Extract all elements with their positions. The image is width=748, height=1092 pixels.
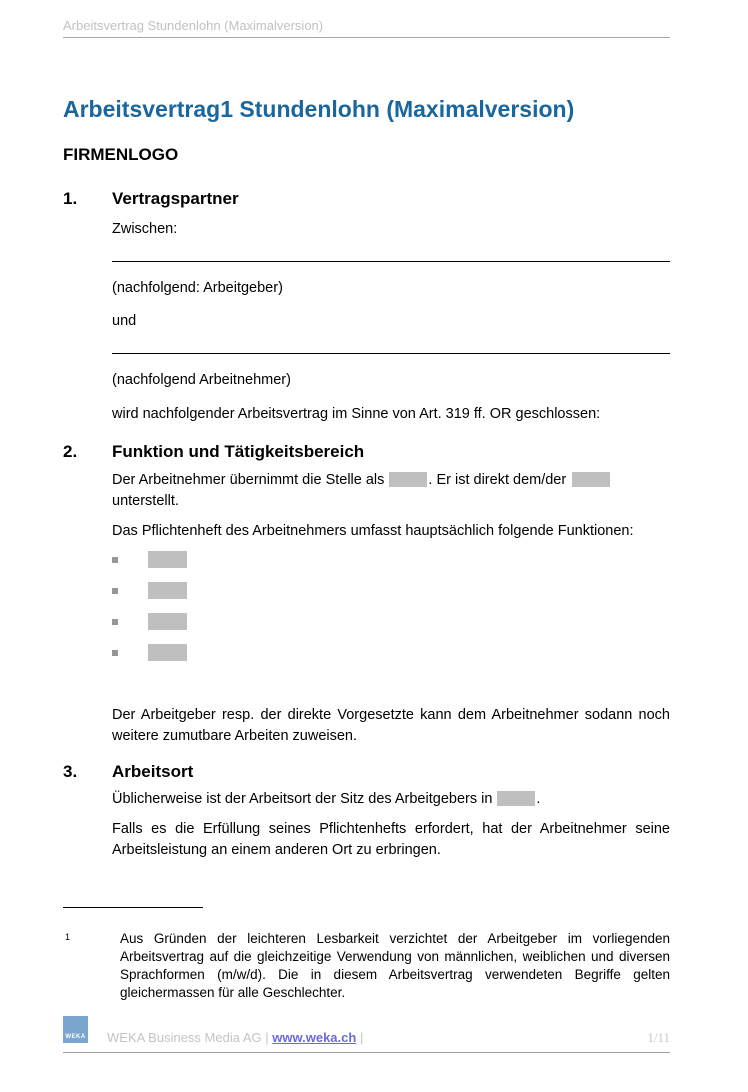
- bullet-icon: [112, 557, 118, 563]
- section-arbeitsort: [63, 761, 670, 861]
- page-number: 1/11: [647, 1030, 670, 1045]
- paragraph-und: und: [112, 313, 137, 329]
- footnote-marker: 1: [65, 932, 71, 942]
- section-heading: Vertragspartner: [112, 189, 239, 208]
- section-vertragspartner: [63, 188, 670, 425]
- bullet-icon: [112, 650, 118, 656]
- bullet-icon: [112, 619, 118, 625]
- placeholder-field-location[interactable]: [497, 791, 535, 806]
- footnote-area: [63, 907, 670, 1002]
- footer-text: [107, 1030, 363, 1045]
- list-item: [112, 551, 670, 568]
- section-funktion: [63, 441, 670, 747]
- section-heading: Arbeitsort: [112, 762, 194, 781]
- footer-divider: |: [265, 1030, 269, 1045]
- placeholder-field-supervisor[interactable]: [572, 472, 610, 487]
- footer-rule: [63, 1052, 670, 1053]
- placeholder-field[interactable]: [148, 582, 187, 599]
- paragraph-weitere-arbeiten: Der Arbeitgeber resp. der direkte Vorgesetzte kann dem Arbeitnehmer sodann noch weitere zumutbare Arbeiten zuweisen.: [112, 707, 670, 744]
- company-logo-placeholder: FIRMENLOGO: [63, 145, 179, 164]
- fill-in-line-employer[interactable]: [112, 261, 670, 262]
- document-body: [63, 0, 670, 861]
- placeholder-field[interactable]: [148, 551, 187, 568]
- placeholder-field-position[interactable]: [389, 472, 427, 487]
- header-title: Arbeitsvertrag Stundenlohn (Maximalversion): [63, 18, 324, 33]
- weka-logo-text: WEKA: [65, 1034, 86, 1040]
- bullet-icon: [112, 588, 118, 594]
- page-footer: [63, 1016, 670, 1056]
- paragraph-zwischen: Zwischen:: [112, 221, 178, 237]
- section-body: [112, 782, 670, 861]
- footnote-text: Aus Gründen der leichteren Lesbarkeit verzichtet der Arbeitgeber im vorliegenden Arbeitsvertrag auf die gleichzeitige Verwendung von männlichen, weiblichen und diversen Sprachformen (m/w/d). Die in diesem Arbeitsvertrag verwendeten Begriffe gelten gleichermassen für alle Geschlechter.: [120, 931, 670, 1000]
- paragraph-employee-note: (nachfolgend Arbeitnehmer): [112, 372, 291, 388]
- document-title: Arbeitsvertrag1 Stundenlohn (Maximalversion): [63, 96, 575, 122]
- section-number: 1.: [63, 189, 78, 208]
- section-heading: Funktion und Tätigkeitsbereich: [112, 442, 365, 461]
- text-segment: . Er ist direkt dem/der: [428, 472, 567, 488]
- section-body: [112, 209, 670, 425]
- paragraph-closing: wird nachfolgender Arbeitsvertrag im Sinne von Art. 319 ff. OR geschlossen:: [112, 406, 601, 422]
- paragraph-position: [112, 470, 670, 512]
- footer-company: WEKA Business Media AG: [107, 1030, 262, 1045]
- section-number: 2.: [63, 442, 78, 461]
- text-segment: Der Arbeitnehmer übernimmt die Stelle als: [112, 472, 385, 488]
- list-item: [112, 613, 670, 630]
- list-item: [112, 644, 670, 661]
- function-bullet-list: [112, 551, 670, 661]
- section-body: [112, 462, 670, 747]
- footnote: [63, 930, 670, 1002]
- list-item: [112, 582, 670, 599]
- placeholder-field[interactable]: [148, 644, 187, 661]
- placeholder-field[interactable]: [148, 613, 187, 630]
- footnote-separator: [63, 907, 203, 908]
- text-segment: unterstellt.: [112, 493, 179, 509]
- weka-logo-icon: [63, 1016, 88, 1043]
- section-number: 3.: [63, 762, 78, 781]
- paragraph-pflichtenheft: Das Pflichtenheft des Arbeitnehmers umfasst hauptsächlich folgende Funktionen:: [112, 523, 634, 539]
- paragraph-arbeitsort: [112, 789, 670, 810]
- fill-in-line-employee[interactable]: [112, 353, 670, 354]
- footer-website-link[interactable]: www.weka.ch: [272, 1030, 357, 1045]
- footer-divider: |: [359, 1030, 364, 1045]
- text-segment: .: [536, 791, 541, 807]
- paragraph-anderer-ort: Falls es die Erfüllung seines Pflichtenhefts erfordert, hat der Arbeitnehmer seine Arbeitsleistung an einem anderen Ort zu erbringen.: [112, 821, 670, 858]
- paragraph-employer-note: (nachfolgend: Arbeitgeber): [112, 280, 283, 296]
- text-segment: Üblicherweise ist der Arbeitsort der Sitz des Arbeitgebers in: [112, 791, 493, 807]
